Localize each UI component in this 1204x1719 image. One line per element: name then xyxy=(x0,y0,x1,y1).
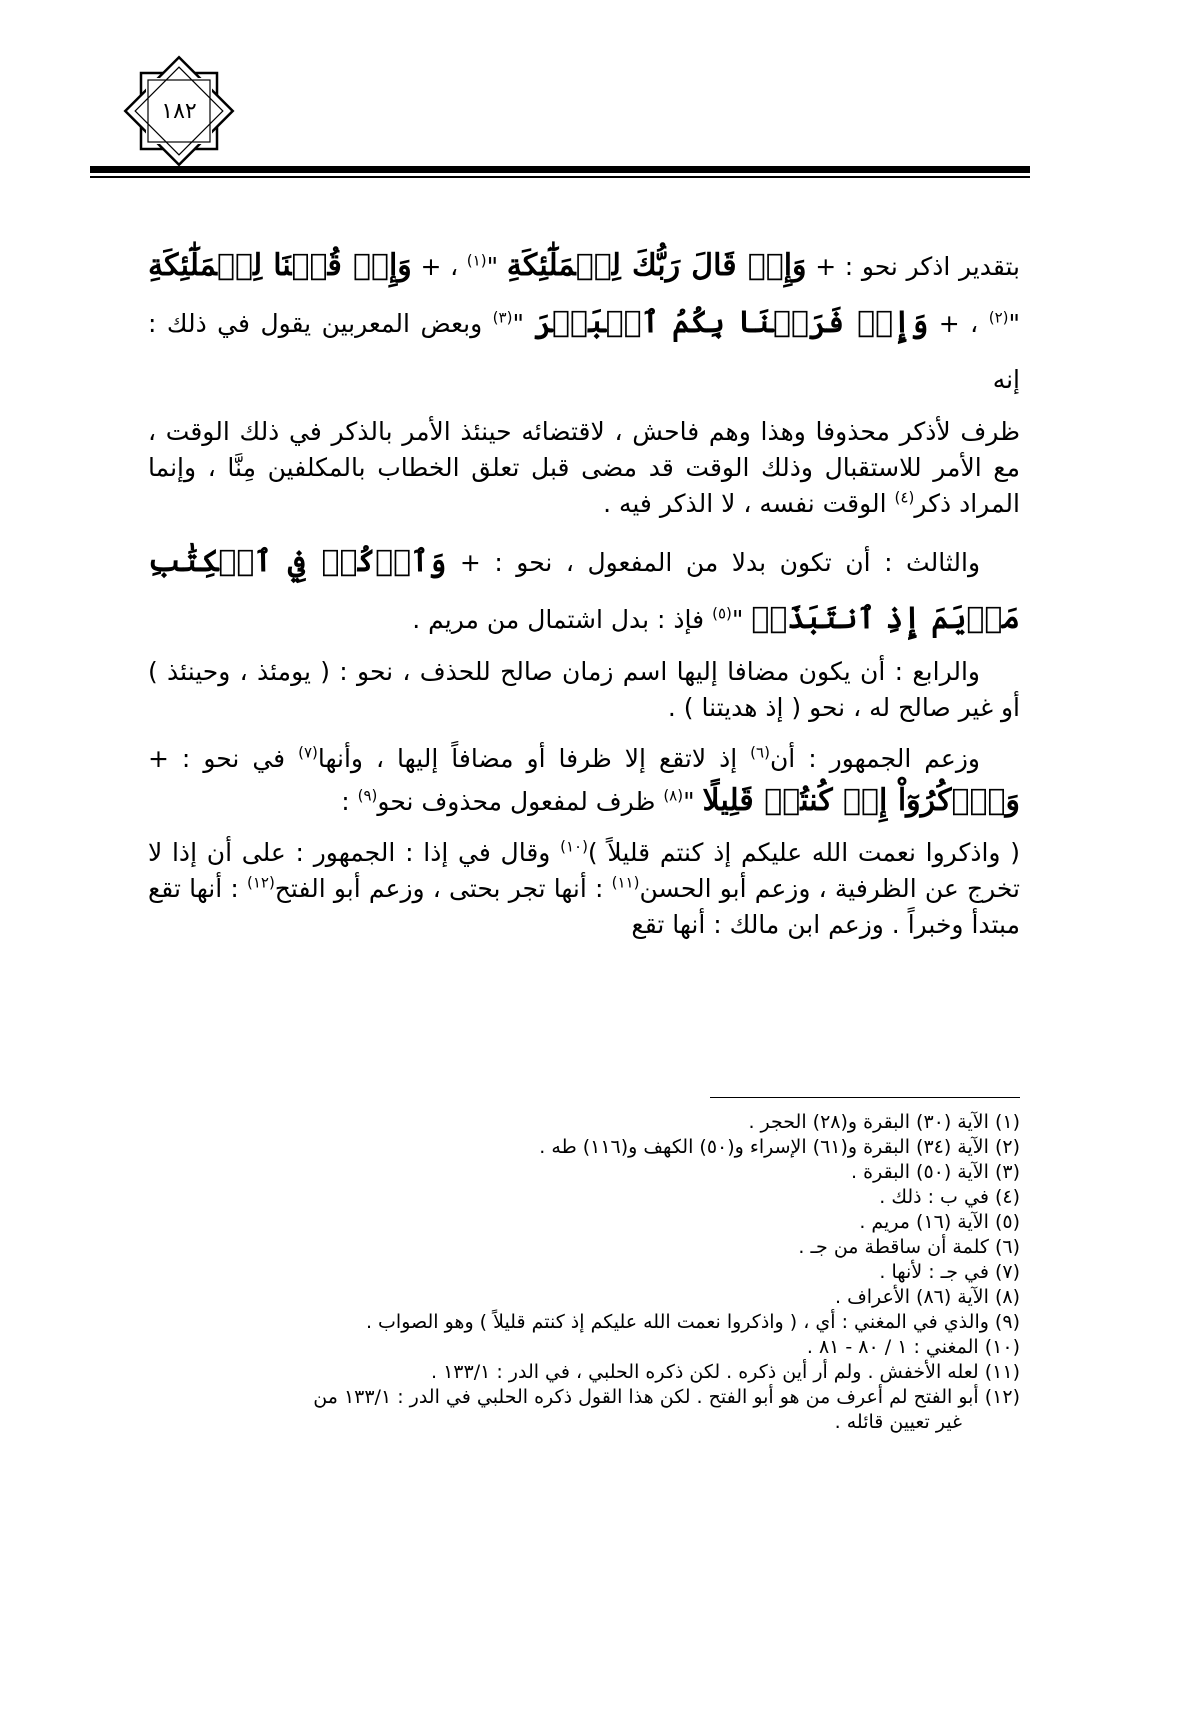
footnote-ref[interactable]: (١٢) xyxy=(246,873,275,892)
footnote-4: (٤) في ب : ذلك . xyxy=(879,1186,1020,1208)
footnote-5: (٥) الآية (١٦) مريم . xyxy=(859,1211,1020,1233)
footnote-ref[interactable]: (١) xyxy=(466,251,487,270)
text: ظرف لأذكر محذوفا وهذا وهم فاحش ، لاقتضائه حينئذ الأمر بالذكر في ذلك الوقت ، مع الأمر للاستقبال وذلك الوقت قد مضى قبل تعلق الخطاب بالمكلفين مِنَّا ، وإنما المراد ذكر xyxy=(148,417,1020,518)
text: إذ لاتقع إلا ظرفا أو مضافاً إليها ، وأنها xyxy=(317,744,751,773)
quran-quote: وَإِذۡ قُلۡنَا لِلۡمَلَٰٓئِكَةِ xyxy=(148,248,412,283)
text: " xyxy=(683,787,703,816)
header-rule-thin xyxy=(90,176,1030,178)
footnote-2: (٢) الآية (٣٤) البقرة و(٦١) الإسراء و(٥٠) الكهف و(١١٦) طه . xyxy=(539,1136,1020,1158)
text: : أنها تقع مبتدأ وخبراً . وزعم ابن مالك : أنها تقع xyxy=(148,874,1020,939)
footnote-11: (١١) لعله الأخفش . ولم أر أين ذكره . لكن ذكره الحلبي ، في الدر : ١٣٣/١ . xyxy=(430,1361,1020,1383)
footnote-12-continuation: غير تعيين قائله . xyxy=(834,1411,962,1433)
footnote-ref[interactable]: (٨) xyxy=(663,786,684,805)
page-number: ١٨٢ xyxy=(161,98,197,124)
footnote-ref[interactable]: (٦) xyxy=(750,743,770,762)
text: " xyxy=(731,605,752,634)
text: والثالث : أن تكون بدلا من المفعول ، نحو : + xyxy=(446,548,981,577)
text: الوقت نفسه ، لا الذكر فيه . xyxy=(603,489,895,518)
text: فإذ : بدل اشتمال من مريم . xyxy=(412,605,713,634)
paragraph-4: والرابع : أن يكون مضافا إليها اسم زمان صالح للحذف ، نحو : ( يومئذ ، وحينئذ ) أو غير صالح له ، نحو ( إذ هديتنا ) . xyxy=(148,657,1020,722)
footnote-1: (١) الآية (٣٠) البقرة و(٢٨) الحجر . xyxy=(748,1111,1020,1133)
text: " xyxy=(486,252,507,281)
footnote-9: (٩) والذي في المغني : أي ، ( واذكروا نعمت الله عليكم إذ كنتم قليلاً ) وهو الصواب . xyxy=(365,1311,1020,1333)
footnote-3: (٣) الآية (٥٠) البقرة . xyxy=(851,1161,1020,1183)
main-text xyxy=(148,238,1020,955)
footnote-ref[interactable]: (٢) xyxy=(988,308,1009,327)
paragraph-5 xyxy=(148,738,1020,823)
footnote-ref[interactable]: (٣) xyxy=(492,308,513,327)
page-number-ornament xyxy=(106,38,252,184)
footnote-7: (٧) في جـ : لأنها . xyxy=(879,1261,1020,1283)
text: في نحو : + xyxy=(148,744,299,773)
footnote-ref[interactable]: (١٠) xyxy=(560,837,588,856)
paragraph-2 xyxy=(148,414,1020,522)
footnote-ref[interactable]: (٥) xyxy=(712,604,732,623)
footnote-6: (٦) كلمة أن ساقطة من جـ . xyxy=(798,1236,1020,1258)
footnote-8: (٨) الآية (٨٦) الأعراف . xyxy=(834,1286,1020,1308)
text: ظرف لمفعول محذوف نحو xyxy=(377,787,664,816)
paragraph-1 xyxy=(148,238,1020,408)
quran-quote: وَإِذۡ قَالَ رَبُّكَ لِلۡمَلَٰٓئِكَةِ xyxy=(506,248,807,283)
text: : أنها تجر بحتى ، وزعم أبو الفتح xyxy=(274,874,612,903)
text: ، + xyxy=(928,309,989,338)
text: " xyxy=(512,309,535,338)
text: ( واذكروا نعمت الله عليكم إذ كنتم قليلاً ) xyxy=(587,838,1020,867)
header-rule-thick xyxy=(90,166,1030,173)
footnote-separator xyxy=(710,1097,1020,1098)
footnotes xyxy=(148,1110,1020,1435)
text: وزعم الجمهور : أن xyxy=(769,744,980,773)
quran-quote: وَٱذۡكُرُوٓاْ إِذۡ كُنتُمۡ قَلِيلًا xyxy=(702,783,1020,818)
footnote-12: (١٢) أبو الفتح لم أعرف من هو أبو الفتح . لكن هذا القول ذكره الحلبي في الدر : ١٣٣/١ من xyxy=(313,1386,1020,1408)
text: " xyxy=(1008,309,1020,338)
footnote-10: (١٠) المغني : ١ / ٨٠ - ٨١ . xyxy=(806,1336,1020,1358)
quran-quote: وَإِذۡ فَرَقۡنَا بِكُمُ ٱلۡبَحۡرَ xyxy=(534,305,929,340)
text: : xyxy=(341,787,358,816)
text: وبعض المعربين يقول في ذلك : إنه xyxy=(148,309,1020,394)
paragraph-6 xyxy=(148,835,1020,943)
footnote-ref[interactable]: (٧) xyxy=(298,743,318,762)
quran-quote: وَٱذۡكُرۡ فِي ٱلۡكِتَٰبِ مَرۡيَمَ إِذِ ٱنتَبَذَتۡ xyxy=(148,544,1020,636)
footnote-ref[interactable]: (١١) xyxy=(611,873,640,892)
footnote-ref[interactable]: (٩) xyxy=(357,786,378,805)
footnote-ref[interactable]: (٤) xyxy=(894,488,915,507)
text: بتقدير اذكر نحو : + xyxy=(806,252,1020,281)
text: وقال في إذا : الجمهور : على أن إذا لا تخرج عن الظرفية ، وزعم أبو الحسن xyxy=(148,838,1020,903)
text: ، + xyxy=(411,252,467,281)
paragraph-3 xyxy=(148,534,1020,648)
